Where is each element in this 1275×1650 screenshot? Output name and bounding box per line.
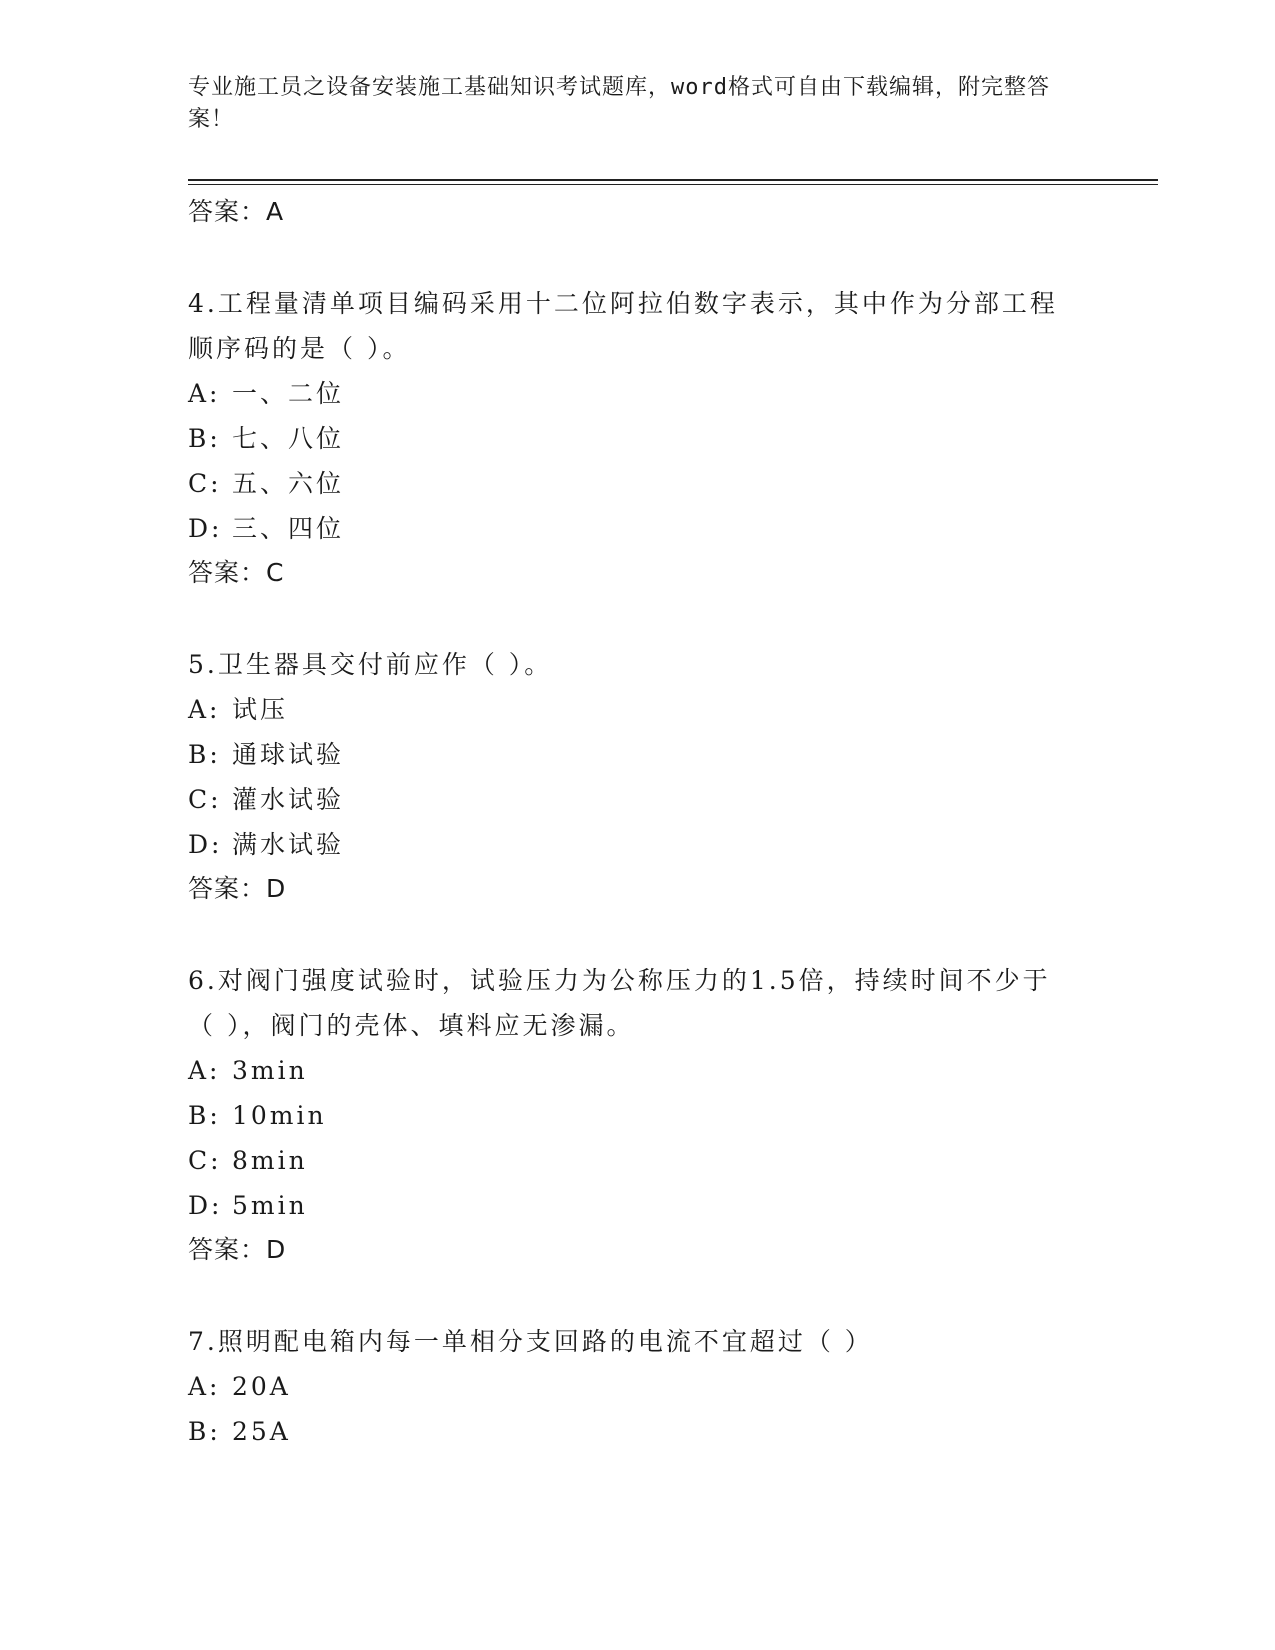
option-b (188, 732, 1068, 777)
option-key: D: (188, 830, 223, 859)
option-text: 三、四位 (232, 514, 345, 543)
option-key: B: (188, 1101, 221, 1130)
answer-line (188, 190, 1068, 234)
header-rule-thick (188, 179, 1158, 181)
answer-label: 答案： (188, 874, 267, 903)
answer-label: 答案： (188, 1235, 267, 1264)
answer-value: A (266, 197, 285, 226)
answer-line (188, 551, 1068, 595)
option-b (188, 1093, 1068, 1138)
question-stem: 4.工程量清单项目编码采用十二位阿拉伯数字表示，其中作为分部工程顺序码的是（ ）。 (188, 289, 1058, 363)
option-text: 一、二位 (232, 379, 345, 408)
answer-line (188, 867, 1068, 911)
answer-value: C (266, 558, 285, 587)
question-list (188, 190, 1068, 1454)
option-d (188, 506, 1068, 551)
option-key: B: (188, 424, 221, 453)
option-key: A: (188, 695, 221, 724)
header-rule-thin (188, 184, 1158, 185)
option-key: C: (188, 469, 222, 498)
option-c (188, 777, 1068, 822)
option-text: 灌水试验 (232, 785, 345, 814)
option-text: 七、八位 (232, 424, 345, 453)
option-d (188, 822, 1068, 867)
option-b (188, 416, 1068, 461)
option-text: 20A (232, 1372, 291, 1401)
answer-label: 答案： (188, 197, 267, 226)
question-stem: 5.卫生器具交付前应作（ ）。 (188, 650, 553, 679)
option-text: 满水试验 (232, 830, 345, 859)
option-key: A: (188, 1056, 221, 1085)
option-a (188, 687, 1068, 732)
option-text: 10min (232, 1101, 327, 1130)
option-a (188, 1364, 1068, 1409)
question-block (188, 642, 1068, 911)
option-text: 五、六位 (232, 469, 345, 498)
answer-value: D (266, 1235, 287, 1264)
option-c (188, 461, 1068, 506)
answer-line (188, 1228, 1068, 1272)
option-text: 8min (232, 1146, 308, 1175)
answer-label: 答案： (188, 558, 267, 587)
page-header: 专业施工员之设备安装施工基础知识考试题库，word格式可自由下载编辑，附完整答案！ (188, 75, 1050, 132)
option-key: A: (188, 379, 221, 408)
question-stem: 6.对阀门强度试验时，试验压力为公称压力的1.5倍，持续时间不少于（ ），阀门的壳体、填料应无渗漏。 (188, 966, 1051, 1040)
question-block (188, 958, 1068, 1272)
option-key: C: (188, 785, 222, 814)
option-key: D: (188, 1191, 223, 1220)
option-text: 25A (232, 1417, 291, 1446)
option-key: B: (188, 740, 221, 769)
answer-value: D (266, 874, 287, 903)
option-key: B: (188, 1417, 221, 1446)
option-text: 试压 (232, 695, 289, 724)
option-key: A: (188, 1372, 221, 1401)
option-c (188, 1138, 1068, 1183)
option-text: 5min (232, 1191, 308, 1220)
question-block (188, 281, 1068, 595)
question-block (188, 1319, 1068, 1454)
option-a (188, 1048, 1068, 1093)
option-d (188, 1183, 1068, 1228)
option-b (188, 1409, 1068, 1454)
option-key: C: (188, 1146, 222, 1175)
option-text: 通球试验 (232, 740, 345, 769)
option-key: D: (188, 514, 223, 543)
option-text: 3min (232, 1056, 308, 1085)
question-stem: 7.照明配电箱内每一单相分支回路的电流不宜超过（ ） (188, 1327, 873, 1356)
option-a (188, 371, 1068, 416)
